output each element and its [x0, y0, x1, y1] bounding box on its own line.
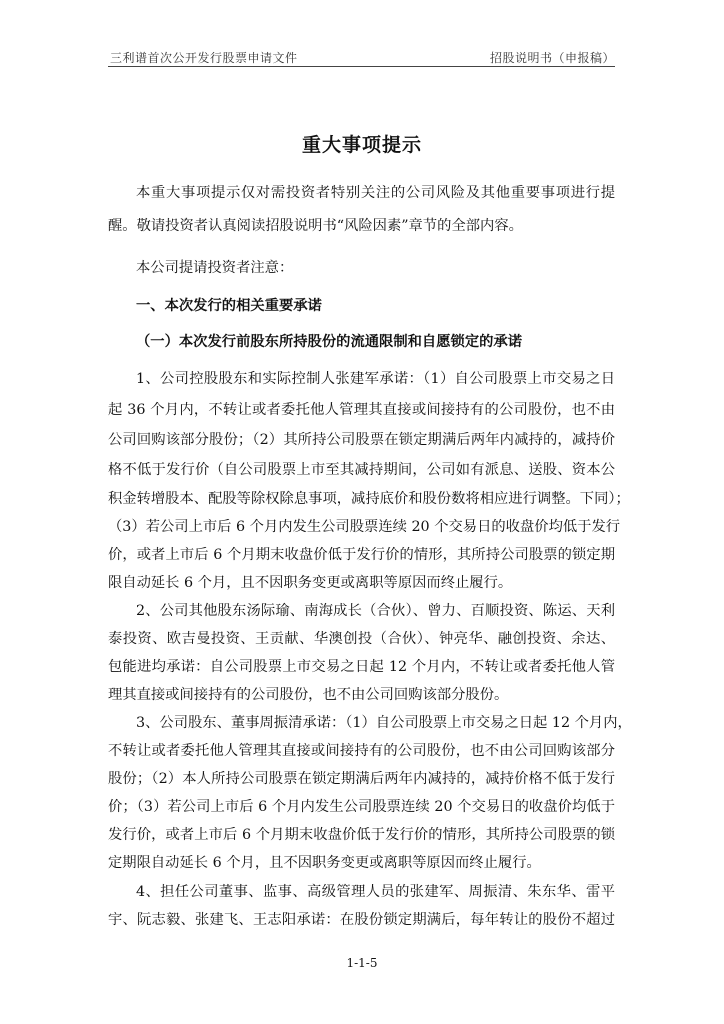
paragraph-line: 股份；（2）本人所持公司股票在锁定期满后两年内减持的，减持价格不低于发行	[108, 771, 615, 787]
page-title: 重大事项提示	[301, 134, 422, 156]
section-heading: 一、本次发行的相关重要承诺	[136, 298, 322, 314]
header-left-title: 三利谱首次公开发行股票申请文件	[110, 51, 298, 65]
header-right-title: 招股说明书（申报稿）	[490, 51, 616, 65]
paragraph-line: （3）若公司上市后 6 个月内发生公司股票连续 20 个交易日的收盘价均低于发行	[108, 519, 621, 535]
paragraph-line: 2、公司其他股东汤际瑜、南海成长（合伙）、曾力、百顺投资、陈运、天利	[136, 603, 615, 619]
page-number: 1-1-5	[346, 956, 378, 970]
paragraph-line: 定期限自动延长 6 个月，且不因职务变更或离职等原因而终止履行。	[108, 855, 541, 871]
paragraph-line: 格不低于发行价（自公司股票上市至其减持期间，公司如有派息、送股、资本公	[108, 462, 615, 478]
paragraph-line: 发行价，或者上市后 6 个月期末收盘价低于发行价的情形，其所持公司股票的锁	[108, 827, 615, 843]
paragraph-line: 不转让或者委托他人管理其直接或间接持有的公司股份，也不由公司回购该部分	[108, 743, 615, 759]
paragraph-line: 价；（3）若公司上市后 6 个月内发生公司股票连续 20 个交易日的收盘价均低于	[108, 799, 615, 815]
subsection-heading: （一）本次发行前股东所持股份的流通限制和自愿锁定的承诺	[136, 334, 523, 350]
paragraph-line: 起 36 个月内，不转让或者委托他人管理其直接或间接持有的公司股份，也不由	[108, 402, 615, 418]
paragraph-line: 1、公司控股股东和实际控制人张建军承诺：（1）自公司股票上市交易之日	[136, 371, 615, 387]
paragraph-line: 宇、阮志毅、张建飞、王志阳承诺：在股份锁定期满后，每年转让的股份不超过	[108, 912, 615, 928]
notice-text: 本公司提请投资者注意：	[136, 260, 294, 276]
paragraph-line: 公司回购该部分股份；（2）其所持公司股票在锁定期满后两年内减持的，减持价	[108, 432, 615, 448]
paragraph-line: 限自动延长 6 个月，且不因职务变更或离职等原因而终止履行。	[108, 575, 513, 591]
paragraph-line: 理其直接或间接持有的公司股份，也不由公司回购该部分股份。	[108, 687, 509, 703]
paragraph-line: 包能进均承诺：自公司股票上市交易之日起 12 个月内，不转让或者委托他人管	[108, 659, 615, 675]
paragraph-line: 积金转增股本、配股等除权除息事项，减持底价和股份数将相应进行调整。下同）；	[108, 491, 630, 507]
intro-line: 本重大事项提示仅对需投资者特别关注的公司风险及其他重要事项进行提	[136, 185, 615, 201]
paragraph-line: 泰投资、欧吉曼投资、王贡献、华澳创投（合伙）、钟亮华、融创投资、余达、	[108, 631, 615, 647]
intro-line: 醒。敬请投资者认真阅读招股说明书“风险因素”章节的全部内容。	[108, 218, 523, 234]
paragraph-line: 3、公司股东、董事周振清承诺：（1）自公司股票上市交易之日起 12 个月内，	[136, 715, 632, 731]
paragraph-line: 4、担任公司董事、监事、高级管理人员的张建军、周振清、朱东华、雷平	[136, 884, 615, 900]
header-divider	[108, 66, 615, 67]
paragraph-line: 价，或者上市后 6 个月期末收盘价低于发行价的情形，其所持公司股票的锁定期	[108, 547, 615, 563]
